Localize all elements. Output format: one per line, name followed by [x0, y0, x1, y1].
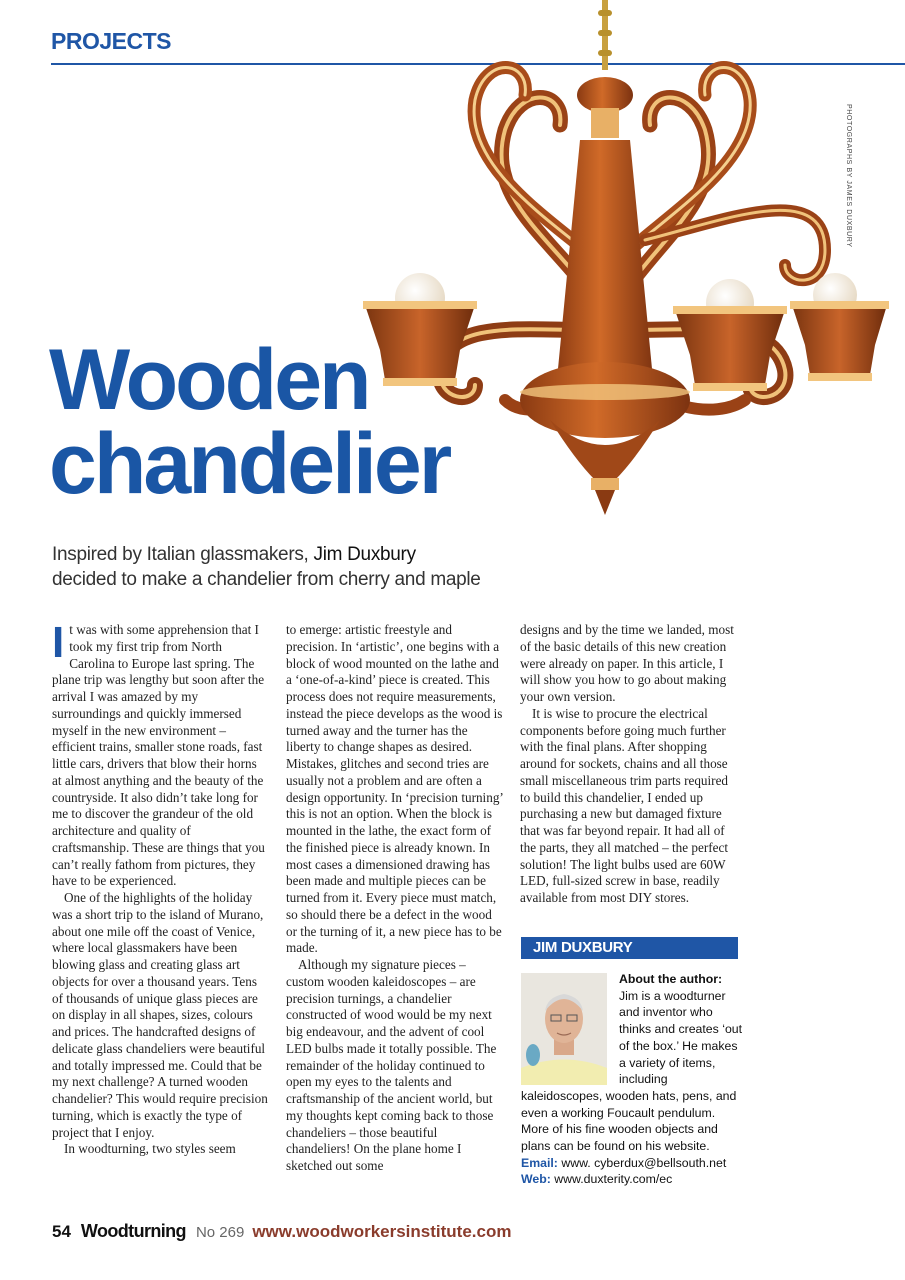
- body-paragraph: to emerge: artistic freestyle and precision. In ‘artistic’, one begins with a block of wood mounted on the lathe and a ‘one-of-a-kind’ piece is created. This process does not require measurements, instead the piece develops as the wood is turned away and the turner has the liberty to change shapes as desired. Mistakes, glitches and second tries are usually not a problem and are often a design opportunity. In ‘precision turning’ this is not an option. When the block is mounted in the lathe, the exact form of the finished piece is already known. In most cases a dimensioned drawing has been made and multiple pieces can be turned from it. Every piece must match, so should there be a defect in the wood or the turning of it, a new piece has to be made.: [286, 622, 503, 956]
- issue-number: No 269: [195, 1224, 245, 1241]
- body-paragraph: It is wise to procure the electrical components before going much further with the final plans. After shopping around for sockets, chains and all those small miscellaneous trim parts required to build this chandelier, I ended up purchasing a new but damaged fixture that was far beyond repair. It had all of the parts, they all matched – the perfect solution! The light bulbs used are 60W LED, full-sized screw in base, readily available from most DIY stores.: [520, 705, 729, 905]
- author-website[interactable]: www.duxterity.com/ec: [554, 1172, 673, 1187]
- author-email-line: [521, 1155, 743, 1172]
- title-line-2: chandelier: [49, 416, 450, 512]
- paragraph-text: t was with some apprehension that I took my first trip from North Carolina to Europe last spring. The plane trip was lengthy but soon after the arrival I was amazed by my surroundings and quickly immersed myself in the new environment – efficient trains, smaller stone roads, fast little cars, drivers that blow their horns at almost anything and the beauty of the countryside. It also didn’t take long for me to discover the grandeur of the old architecture and quality of craftsmanship. These are things that you can’t really fathom from pictures, they have to be experienced.: [52, 622, 265, 889]
- body-paragraph: In woodturning, two styles seem: [64, 1141, 236, 1157]
- author-photo: [521, 973, 607, 1085]
- web-label: Web:: [521, 1172, 551, 1187]
- about-label: About the author:: [619, 972, 723, 986]
- body-column-3: [520, 622, 737, 907]
- author-email[interactable]: www. cyberdux@bellsouth.net: [561, 1155, 727, 1170]
- body-paragraph: designs and by the time we landed, most of the basic details of this new creation were already on paper. In this article, I will show you how to go about making your own version.: [520, 622, 734, 704]
- email-label: Email:: [521, 1155, 558, 1170]
- photo-credit: PHOTOGRAPHS BY JAMES DUXBURY: [845, 104, 852, 248]
- footer-url[interactable]: www.woodworkersinstitute.com: [252, 1222, 512, 1241]
- magazine-name: Woodturning: [80, 1221, 186, 1241]
- about-text: Jim is a woodturner and inventor who thinks and creates ‘out of the box.’ He makes a variety of items, including kaleidoscopes, wooden hats, pens, and even a working Foucault pendulum. More of his fine wooden objects and plans can be found on his website.: [521, 988, 743, 1154]
- body-paragraph: One of the highlights of the holiday was a short trip to the island of Murano, about one mile off the coast of Venice, where local glassmakers have been blowing glass and creating glass art objects for over a thousand years. Tens of thousands of unique glass pieces are on display in all shapes, sizes, colours and prices. The handcrafted designs of delicate glass chandeliers were beautiful and totally impressed me. Could that be my next challenge? A turned wooden chandelier? This would require precision turning, which is exactly the type of project that I enjoy.: [52, 890, 268, 1140]
- title-line-1: Wooden: [49, 332, 369, 428]
- page-number: 54: [52, 1222, 71, 1241]
- body-paragraph: Although my signature pieces – custom wooden kaleidoscopes – are precision turnings, a chandelier constructed of wood would be my next big endeavour, and the advent of cool LED bulbs made it totally possible. The remainder of the holiday continued to open my eyes to the talents and craftsmanship of the ancient world, but my thoughts kept coming back to those chandeliers – those beautiful chandeliers! On the plane home I sketched out some: [286, 957, 497, 1173]
- chain: [598, 0, 612, 70]
- body-paragraph: [52, 618, 269, 890]
- article-title: [49, 332, 450, 512]
- standfirst-lead: Inspired by Italian glassmakers,: [52, 544, 314, 565]
- standfirst-rest: decided to make a chandelier from cherry and maple: [52, 569, 481, 590]
- central-column: [520, 77, 690, 515]
- standfirst-author: Jim Duxbury: [313, 544, 416, 565]
- body-column-1: [52, 618, 269, 1158]
- page-footer: [52, 1220, 511, 1244]
- author-web-line: [521, 1171, 743, 1188]
- author-box: [521, 971, 743, 1188]
- standfirst: [52, 542, 612, 592]
- drop-cap: I: [52, 618, 65, 667]
- author-box-heading: JIM DUXBURY: [521, 937, 738, 959]
- body-column-2: [286, 622, 503, 1175]
- section-label: PROJECTS: [51, 28, 171, 54]
